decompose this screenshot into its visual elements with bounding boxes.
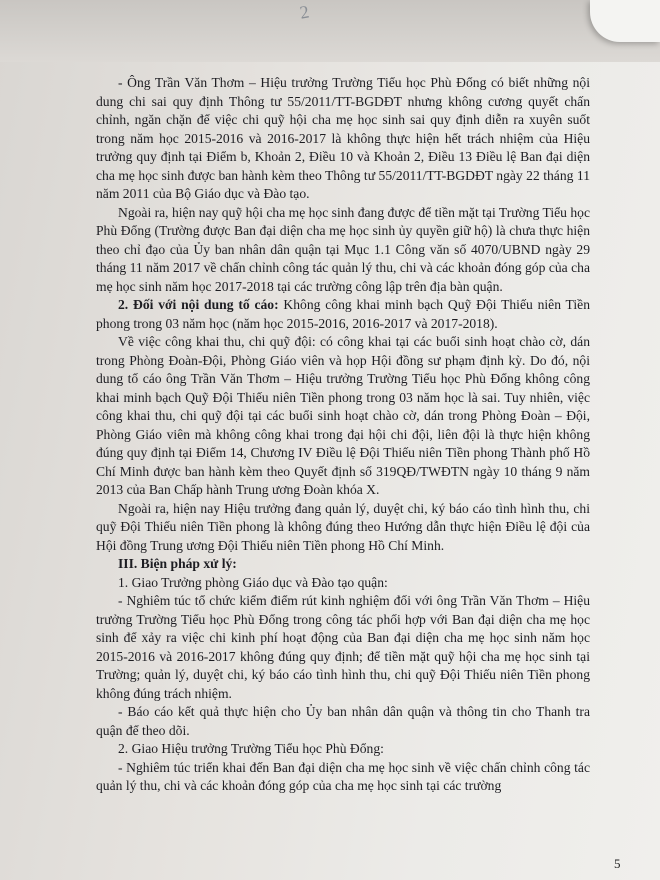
section-heading-measures: III. Biện pháp xử lý: xyxy=(118,556,237,571)
subheading-principal: 2. Giao Hiệu trưởng Trường Tiểu học Phù Đổng: xyxy=(118,741,384,756)
section-heading-accusation-2 xyxy=(96,296,590,333)
paragraph-review-order: - Nghiêm túc tổ chức kiểm điểm rút kinh nghiệm đối với ông Trần Văn Thơm – Hiệu trưởng Trường Tiểu học Phù Đổng trong công tác phối hợp với Ban đại diện cha mẹ học sinh để xảy ra việc chi kinh phí hoạt động của Ban đại diện cha mẹ học sinh năm học 2015-2016 và 2016-2017 không đúng quy định; để tiền mặt quỹ hội cha mẹ học sinh tại Trường; quản lý, duyệt chi, ký báo cáo tình hình thu, chi quỹ Đội Thiếu niên Tiền phong không đúng trách nhiệm. xyxy=(96,593,590,701)
page-top-shadow xyxy=(0,0,660,62)
paragraph-report-order: - Báo cáo kết quả thực hiện cho Ủy ban nhân dân quận và thông tin cho Thanh tra quận để theo dõi. xyxy=(96,704,590,738)
paragraph-cash-holding: Ngoài ra, hiện nay quỹ hội cha mẹ học sinh đang được để tiền mặt tại Trường Tiểu học Phù Đổng (Trường được Ban đại diện cha mẹ học sinh ủy quyền giữ hộ) là chưa thực hiện theo chỉ đạo của Ủy ban nhân dân quận tại Mục 1.1 Công văn số 4070/UBND ngày 29 tháng 11 năm 2017 về chấn chỉnh công tác quản lý thu, chi và các khoản đóng góp của cha mẹ học sinh năm học 2017-2018 tại các trường công lập trên địa bàn quận. xyxy=(96,204,590,294)
handwritten-mark: 2 xyxy=(298,1,311,23)
subheading-education-office: 1. Giao Trưởng phòng Giáo dục và Đào tạo quận: xyxy=(118,574,388,590)
paragraph-fund-management: Ngoài ra, hiện nay Hiệu trưởng đang quản lý, duyệt chi, ký báo cáo tình hình thu, chi quỹ Đội Thiếu niên Tiền phong là không đúng theo Hướng dẫn thực hiện Điều lệ đội của Hội đồng Trung ương Đội Thiếu niên Tiền phong Hồ Chí Minh. xyxy=(96,500,590,553)
accusation-2-label: 2. Đối với nội dung tố cáo: xyxy=(118,297,279,312)
accusation-2-text: Không công khai minh bạch Quỹ Đội Thiếu niên Tiền phong trong 03 năm học (năm học 2015-2016, 2016-2017 và 2017-2018). xyxy=(96,297,590,331)
paragraph-fund-disclosure: Về việc công khai thu, chi quỹ đội: có công khai tại các buổi sinh hoạt chào cờ, dán trong Phòng Đoàn-Đội, Phòng Giáo viên và họp Hội đồng sư phạm định kỳ. Do đó, nội dung tố cáo ông Trần Văn Thơm – Hiệu trưởng Trường Tiểu học Phù Đổng không công khai minh bạch Quỹ Đội Thiếu niên Tiền phong trong 03 năm học là sai. Tuy nhiên, việc công khai thu, chi quỹ đội tại các buổi sinh hoạt chào cờ, dán trong Phòng Đoàn – Đội, Phòng Giáo viên mà không công khai trong đại hội chi đội, liên đội là thực hiện không đúng quy định tại Điểm 14, Chương IV Điều lệ Đội Thiếu niên Tiền phong Thành phố Hồ Chí Minh được ban hành kèm theo Quyết định số 319QĐ/TWĐTN ngày 10 tháng 9 năm 2013 của Ban Chấp hành Trung ương Đoàn khóa X. xyxy=(96,334,590,497)
page-number: 5 xyxy=(614,856,621,871)
document-body xyxy=(96,74,590,796)
paragraph-implement-order: - Nghiêm túc triển khai đến Ban đại diện cha mẹ học sinh về việc chấn chỉnh công tác quản lý thu, chi và các khoản đóng góp của cha mẹ học sinh tại các trường xyxy=(96,759,590,793)
paragraph-principal-responsibility: - Ông Trần Văn Thơm – Hiệu trưởng Trường Tiểu học Phù Đổng có biết những nội dung chi sai quy định Thông tư 55/2011/TT-BGDĐT nhưng không cương quyết chấn chỉnh, ngăn chặn để việc chi quỹ hội cha mẹ học sinh sai quy định diễn ra xuyên suốt trong năm học 2015-2016 và 2016-2017 là không thực hiện hết trách nhiệm của Hiệu trưởng quy định tại Điểm b, Khoản 2, Điều 10 và Khoản 2, Điều 13 Điều lệ Ban đại diện cha mẹ học sinh được ban hành kèm theo Thông tư 55/2011/TT-BGDĐT ngày 22 tháng 11 năm 2011 của Bộ Giáo dục và Đào tạo. xyxy=(96,75,590,201)
